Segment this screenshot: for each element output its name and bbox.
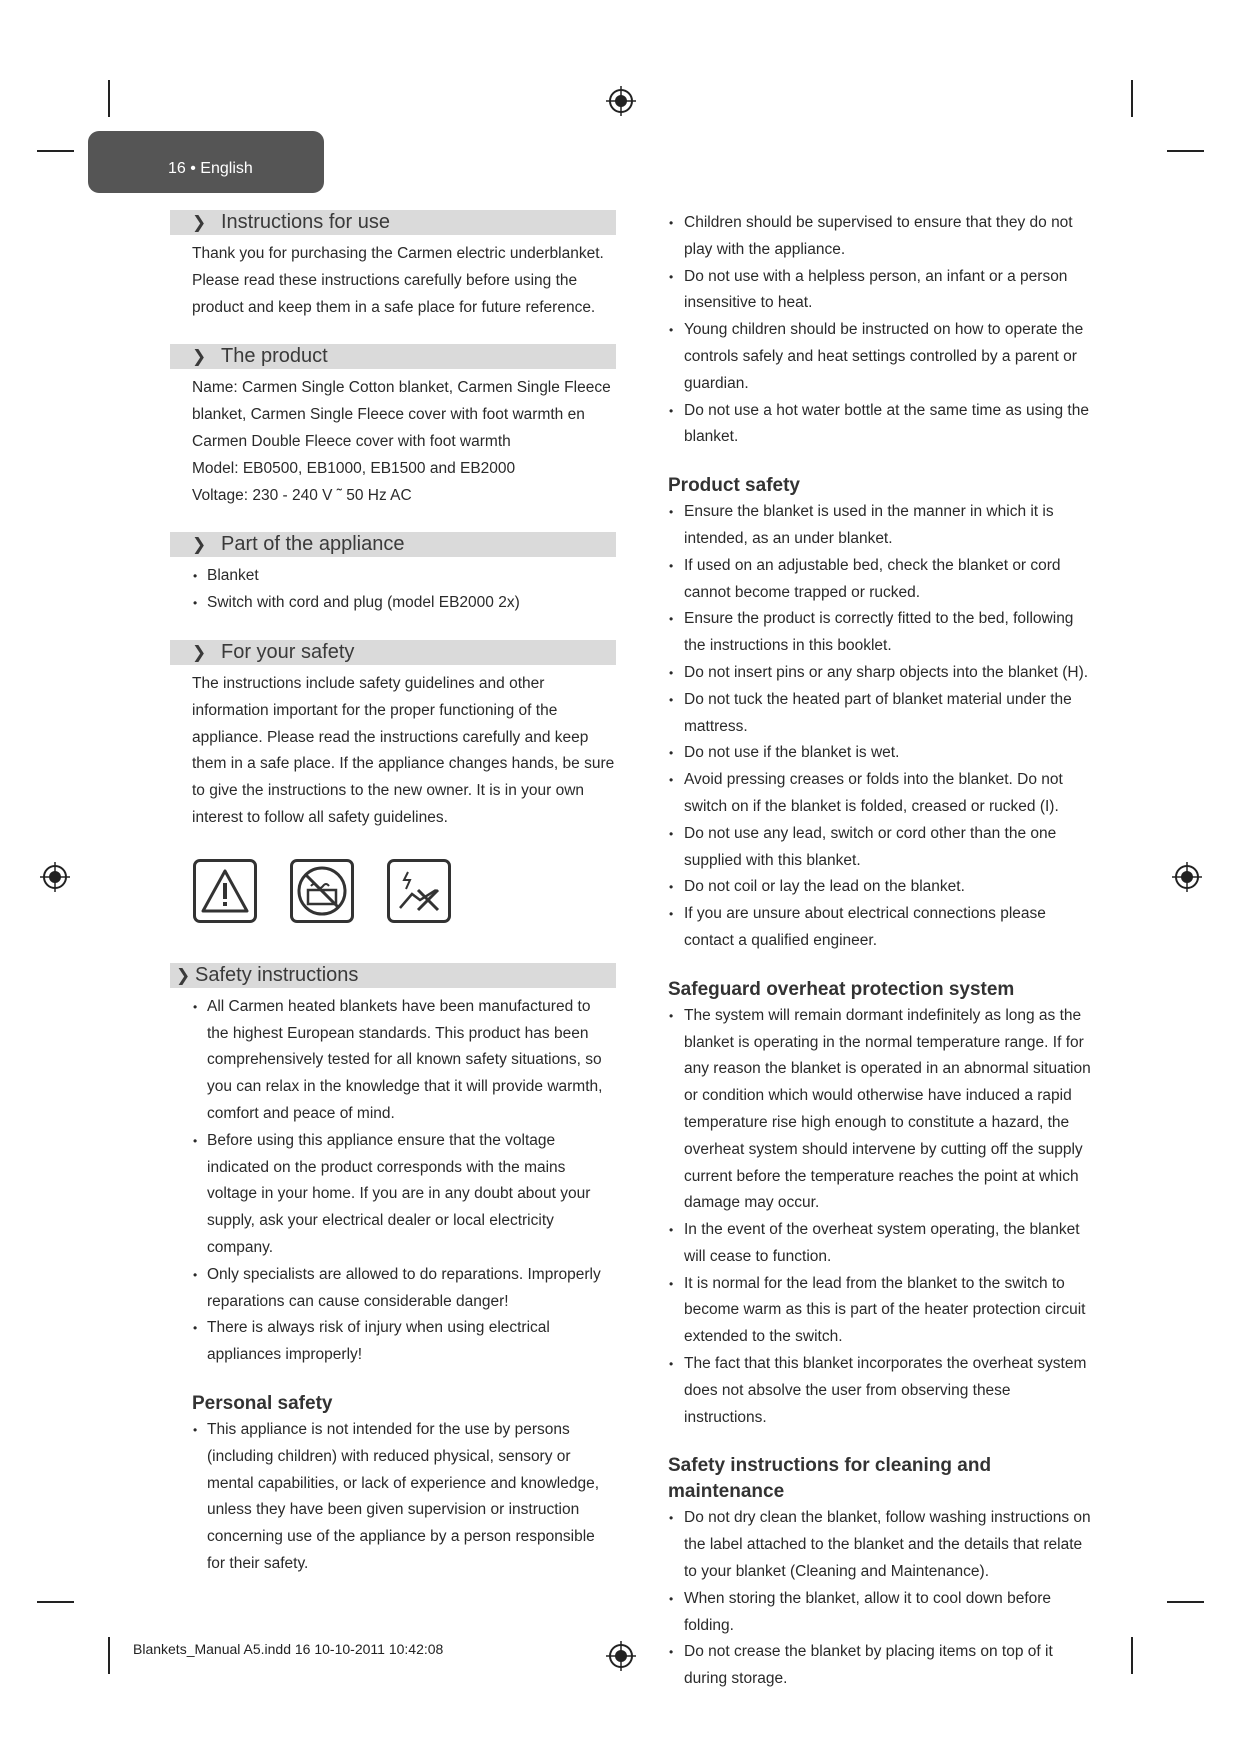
overheat-list <box>668 1003 1093 1432</box>
page-label: 16 • English <box>168 160 253 177</box>
crop-mark <box>108 1637 110 1674</box>
file-info: Blankets_Manual A5.indd 16 10-10-2011 10:42:08 <box>133 1641 444 1657</box>
list-item: • Ensure the product is correctly fitted to the bed, following the instructions in this booklet. <box>668 606 1093 660</box>
crop-mark <box>108 80 110 117</box>
personal-safety-list <box>170 1417 616 1578</box>
list-item: • Do not tuck the heated part of blanket material under the mattress. <box>668 687 1093 741</box>
list-item: • The fact that this blanket incorporates the overheat system does not absolve the user from observing these instructions. <box>668 1351 1093 1431</box>
registration-mark-icon <box>1172 862 1202 892</box>
safety-instructions-list <box>170 994 616 1369</box>
cleaning-list <box>668 1505 1093 1693</box>
crop-mark <box>1131 1637 1133 1674</box>
list-item: • Do not use any lead, switch or cord other than the one supplied with this blanket. <box>668 821 1093 875</box>
list-item: • Children should be supervised to ensure that they do not play with the appliance. <box>668 210 1093 264</box>
no-pins-icon <box>387 859 451 923</box>
list-item: • Only specialists are allowed to do reparations. Improperly reparations can cause considerable danger! <box>170 1262 616 1316</box>
warning-triangle-icon <box>193 859 257 923</box>
list-item: • Before using this appliance ensure that the voltage indicated on the product corresponds with the mains voltage in your home. If you are in any doubt about your supply, ask your electrical dealer or local electricity company. <box>170 1128 616 1262</box>
instructions-text: Thank you for purchasing the Carmen electric underblanket. Please read these instructions carefully before using the product and keep them in a safe place for future reference. <box>192 245 604 316</box>
safety-text: The instructions include safety guidelines and other information important for the proper functioning of the appliance. Please read the instructions carefully and keep them in a safe place. If the appliance changes hands, be sure to give the instructions to the new owner. It is in your own interest to follow all safety guidelines. <box>192 674 615 826</box>
list-item: • There is always risk of injury when using electrical appliances improperly! <box>170 1315 616 1369</box>
list-item: • Do not insert pins or any sharp objects into the blanket (H). <box>668 660 1093 687</box>
list-item: • Do not use with a helpless person, an infant or a person insensitive to heat. <box>668 264 1093 318</box>
list-item: • Switch with cord and plug (model EB2000 2x) <box>170 590 616 617</box>
list-item: • In the event of the overheat system operating, the blanket will cease to function. <box>668 1217 1093 1271</box>
list-item: • Ensure the blanket is used in the manner in which it is intended, as an under blanket. <box>668 499 1093 553</box>
registration-mark-icon <box>40 862 70 892</box>
list-item: • Blanket <box>170 563 616 590</box>
chevron-right-icon: ❯ <box>192 347 207 367</box>
section-header-safety-instructions <box>170 963 616 988</box>
no-water-icon <box>290 859 354 923</box>
list-item: • Do not coil or lay the lead on the blanket. <box>668 874 1093 901</box>
personal-safety-list-continued <box>668 210 1093 451</box>
list-item: • When storing the blanket, allow it to cool down before folding. <box>668 1586 1093 1640</box>
section-header-safety <box>170 640 616 665</box>
parts-list <box>170 563 616 617</box>
section-header-instructions <box>170 210 616 235</box>
section-title: Part of the appliance <box>221 533 405 556</box>
crop-mark <box>1131 80 1133 117</box>
right-column <box>668 210 1093 1693</box>
list-item: • Do not use if the blanket is wet. <box>668 740 1093 767</box>
crop-mark <box>1167 150 1204 152</box>
safety-icons <box>170 859 616 923</box>
page-language-tab <box>88 131 324 193</box>
list-item: • All Carmen heated blankets have been manufactured to the highest European standards. This product has been comprehensively tested for all known safety situations, so you can relax in the knowledge that it will provide warmth, comfort and peace of mind. <box>170 994 616 1128</box>
list-item: • Do not crease the blanket by placing items on top of it during storage. <box>668 1639 1093 1693</box>
overheat-heading: Safeguard overheat protection system <box>668 978 1015 1000</box>
crop-mark <box>37 1601 74 1603</box>
product-voltage: Voltage: 230 - 240 V ˜ 50 Hz AC <box>192 486 412 504</box>
registration-mark-icon <box>606 86 636 116</box>
list-item: • Do not dry clean the blanket, follow washing instructions on the label attached to the blanket and the details that relate to your blanket (Cleaning and Maintenance). <box>668 1505 1093 1585</box>
list-item: • Avoid pressing creases or folds into the blanket. Do not switch on if the blanket is folded, creased or rucked (I). <box>668 767 1093 821</box>
product-safety-heading: Product safety <box>668 475 800 497</box>
personal-safety-heading: Personal safety <box>192 1392 333 1414</box>
list-item: • If you are unsure about electrical connections please contact a qualified engineer. <box>668 901 1093 955</box>
product-model: Model: EB0500, EB1000, EB1500 and EB2000 <box>192 459 516 477</box>
section-title: Safety instructions <box>195 963 359 986</box>
crop-mark <box>37 150 74 152</box>
chevron-right-icon: ❯ <box>192 535 207 555</box>
section-title: For your safety <box>221 640 355 663</box>
section-header-product <box>170 344 616 369</box>
section-header-parts <box>170 532 616 557</box>
crop-mark <box>1167 1601 1204 1603</box>
chevron-right-icon: ❯ <box>176 965 191 985</box>
list-item: • This appliance is not intended for the use by persons (including children) with reduced physical, sensory or mental capabilities, or lack of experience and knowledge, unless they have been given supervision or instruction concerning use of the appliance by a person responsible for their safety. <box>170 1417 616 1578</box>
list-item: • Young children should be instructed on how to operate the controls safely and heat settings controlled by a parent or guardian. <box>668 317 1093 397</box>
chevron-right-icon: ❯ <box>192 642 207 662</box>
chevron-right-icon: ❯ <box>192 213 207 232</box>
list-item: • The system will remain dormant indefinitely as long as the blanket is operating in the normal temperature range. If for any reason the blanket is operated in an abnormal situation or condition which would otherwise have induced a rapid temperature rise high enough to constitute a hazard, the overheat system should intervene by cutting off the supply current before the temperature reaches the point at which damage may occur. <box>668 1003 1093 1217</box>
list-item: • Do not use a hot water bottle at the same time as using the blanket. <box>668 398 1093 452</box>
section-title: The product <box>221 345 328 368</box>
section-title: Instructions for use <box>221 211 390 233</box>
registration-mark-icon <box>606 1641 636 1671</box>
product-name: Name: Carmen Single Cotton blanket, Carmen Single Fleece blanket, Carmen Single Fleece cover with foot warmth en Carmen Double Fleece cover with foot warmth <box>192 379 611 450</box>
left-column <box>170 210 616 1578</box>
list-item: • If used on an adjustable bed, check the blanket or cord cannot become trapped or rucked. <box>668 553 1093 607</box>
product-safety-list <box>668 499 1093 955</box>
cleaning-heading: Safety instructions for cleaning and maintenance <box>668 1455 992 1503</box>
list-item: • It is normal for the lead from the blanket to the switch to become warm as this is part of the heater protection circuit extended to the switch. <box>668 1271 1093 1351</box>
